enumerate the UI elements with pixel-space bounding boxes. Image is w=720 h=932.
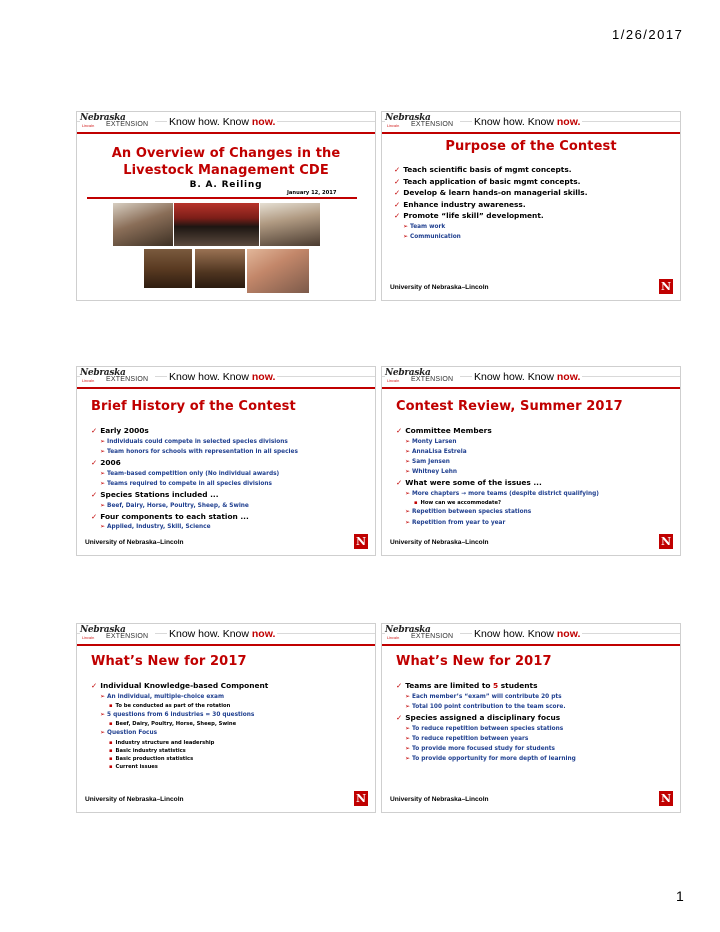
tagline [472,628,582,640]
slide-1 [76,111,376,301]
tagline-lead: Know how. Know [169,628,252,640]
bullet-level-3: ▪ Basic industry statistics [109,747,367,755]
slide-4 [381,366,681,556]
slide-title: What’s New for 2017 [91,654,247,669]
bullet-level-3: ▪ Beef, Dairy, Poultry, Horse, Sheep, Swine [109,720,367,728]
bullet-level-2: ➢ To reduce repetition between species stations [405,724,672,734]
bullet-level-3: ▪ Basic production statistics [109,755,367,763]
bullet-level-2: ➢ Monty Larsen [405,437,672,447]
bullet-level-2: ➢ AnnaLisa Estrela [405,447,672,457]
logo-extension-text: EXTENSION [106,376,149,383]
bullet-level-1: ✓ Four components to each station ... [91,511,367,523]
tagline-now: now. [251,628,276,640]
tagline [472,116,582,128]
title-rule [87,197,357,199]
bullet-tail: students [498,681,538,690]
tagline-lead: Know how. Know [169,371,252,383]
bullet-level-1: ✓ 2006 [91,457,367,469]
university-n-logo: N [660,535,672,548]
bullet-level-2: ➢ Total 100 point contribution to the team score. [405,702,672,712]
slide-title: Contest Review, Summer 2017 [396,399,623,414]
slide-title: What’s New for 2017 [396,654,552,669]
bullet-level-3: ▪ How can we accommodate? [414,499,672,507]
slide-header [382,112,680,132]
logo-lincoln-text: Lincoln [387,379,400,383]
bullet-level-2: ➢ Team work [403,222,672,232]
bullet-level-1: ✓ Teach scientific basis of mgmt concepts. [394,164,672,176]
bullet-level-2: ➢ Question Focus [100,728,367,738]
tagline [167,116,277,128]
logo-extension-text: EXTENSION [411,121,454,128]
header-rule [382,132,680,134]
slide-body [396,680,672,764]
bullet-level-1: ✓ Teach application of basic mgmt concepts. [394,176,672,188]
slide-title-line-2: Livestock Management CDE [123,163,329,178]
bullet-level-2: ➢ To reduce repetition between years [405,734,672,744]
slide-date: January 12, 2017 [287,190,337,196]
page-date: 1/26/2017 [612,27,684,42]
nebraska-extension-logo [80,368,155,386]
university-n-logo: N [355,535,367,548]
slide-2 [381,111,681,301]
header-rule [77,132,375,134]
bullet-level-2: ➢ An individual, multiple-choice exam [100,692,367,702]
bullet-level-1: ✓ What were some of the issues ... [396,477,672,489]
logo-extension-text: EXTENSION [106,633,149,640]
tagline-lead: Know how. Know [474,628,557,640]
bullet-level-2: ➢ Repetition between species stations [405,507,672,517]
logo-nebraska-text: Nebraska [80,625,126,635]
bullet-level-1: ✓ Species assigned a disciplinary focus [396,712,672,724]
photo-arena-crowd [174,203,259,246]
logo-nebraska-text: Nebraska [385,625,431,635]
tagline-now: now. [556,628,581,640]
photo-cattle-barn [195,249,245,288]
photo-judges-inspecting [113,203,173,246]
slide-body [91,680,367,771]
header-rule [382,644,680,646]
bullet-level-2: ➢ Team honors for schools with representation in all species [100,447,367,457]
bullet-level-2: ➢ More chapters → more teams (despite district qualifying) [405,489,672,499]
photo-students-writing [260,203,320,246]
logo-lincoln-text: Lincoln [82,124,95,128]
slide-title [77,145,375,179]
slide-footer: University of Nebraska–Lincoln [85,796,184,803]
page-number: 1 [676,888,684,904]
bullet-level-2: ➢ Repetition from year to year [405,518,672,528]
bullet-level-3: ▪ To be conducted as part of the rotation [109,702,367,710]
photo-livestock-pens [144,249,192,288]
logo-lincoln-text: Lincoln [82,379,95,383]
tagline-lead: Know how. Know [474,116,557,128]
logo-nebraska-text: Nebraska [385,368,431,378]
slide-5 [76,623,376,813]
slide-body [394,164,672,242]
logo-lincoln-text: Lincoln [387,636,400,640]
bullet-level-2: ➢ Individuals could compete in selected species divisions [100,437,367,447]
bullet-text: Teams are limited to [405,681,494,690]
slide-body [91,425,367,533]
slide-footer: University of Nebraska–Lincoln [390,539,489,546]
bullet-level-1: ✓ Individual Knowledge-based Component [91,680,367,692]
bullet-level-1: ✓ Promote “life skill” development. [394,210,672,222]
bullet-level-1: ✓ Develop & learn hands-on managerial skills. [394,187,672,199]
tagline-lead: Know how. Know [474,371,557,383]
slide-header [77,367,375,387]
logo-nebraska-text: Nebraska [385,113,431,123]
bullet-level-2: ➢ Whitney Lehn [405,467,672,477]
bullet-level-1: ✓ Committee Members [396,425,672,437]
slide-footer: University of Nebraska–Lincoln [85,539,184,546]
bullet-level-2: ➢ Teams required to compete in all species divisions [100,479,367,489]
bullet-level-2: ➢ Team-based competition only (No individual awards) [100,469,367,479]
nebraska-extension-logo [80,625,155,643]
bullet-level-2: ➢ To provide more focused study for students [405,744,672,754]
slide-3 [76,366,376,556]
bullet-level-2: ➢ 5 questions from 6 industries = 30 questions [100,710,367,720]
tagline [472,371,582,383]
university-n-logo: N [660,792,672,805]
tagline-now: now. [251,371,276,383]
logo-nebraska-text: Nebraska [80,113,126,123]
bullet-level-2: ➢ Sam Jensen [405,457,672,467]
bullet-level-1: ✓ Species Stations included ... [91,489,367,501]
university-n-logo: N [355,792,367,805]
slide-title-line-1: An Overview of Changes in the [111,146,341,161]
slide-title: Brief History of the Contest [91,399,296,414]
slide-header [382,624,680,644]
bullet-highlight: 5 [493,681,499,690]
logo-lincoln-text: Lincoln [82,636,95,640]
bullet-level-2: ➢ Each member’s “exam” will contribute 20 pts [405,692,672,702]
nebraska-extension-logo [385,368,460,386]
bullet-level-2: ➢ Beef, Dairy, Horse, Poultry, Sheep, & Swine [100,501,367,511]
logo-lincoln-text: Lincoln [387,124,400,128]
bullet-level-2: ➢ Applied, Industry, Skill, Science [100,522,367,532]
slide-footer: University of Nebraska–Lincoln [390,284,489,291]
slide-footer: University of Nebraska–Lincoln [390,796,489,803]
tagline-lead: Know how. Know [169,116,252,128]
bullet-level-3: ▪ Current issues [109,763,367,771]
bullet-level-1: ✓ Enhance industry awareness. [394,199,672,211]
logo-extension-text: EXTENSION [411,633,454,640]
logo-extension-text: EXTENSION [106,121,149,128]
tagline [167,628,277,640]
nebraska-extension-logo [385,625,460,643]
header-rule [382,387,680,389]
logo-extension-text: EXTENSION [411,376,454,383]
nebraska-extension-logo [80,113,155,131]
university-n-logo: N [660,280,672,293]
slide-6 [381,623,681,813]
bullet-level-2: ➢ Communication [403,232,672,242]
tagline-now: now. [556,116,581,128]
logo-nebraska-text: Nebraska [80,368,126,378]
bullet-level-2: ➢ To provide opportunity for more depth of learning [405,754,672,764]
header-rule [77,644,375,646]
bullet-level-1 [396,680,672,692]
tagline [167,371,277,383]
slide-header [77,624,375,644]
header-rule [77,387,375,389]
photo-girls-studying [247,249,309,293]
tagline-now: now. [251,116,276,128]
bullet-level-1: ✓ Early 2000s [91,425,367,437]
slide-author: B. A. Reiling [189,180,263,190]
slide-header [77,112,375,132]
slide-header [382,367,680,387]
slide-title: Purpose of the Contest [445,139,617,154]
bullet-level-3: ▪ Industry structure and leadership [109,739,367,747]
tagline-now: now. [556,371,581,383]
slide-body [396,425,672,528]
nebraska-extension-logo [385,113,460,131]
